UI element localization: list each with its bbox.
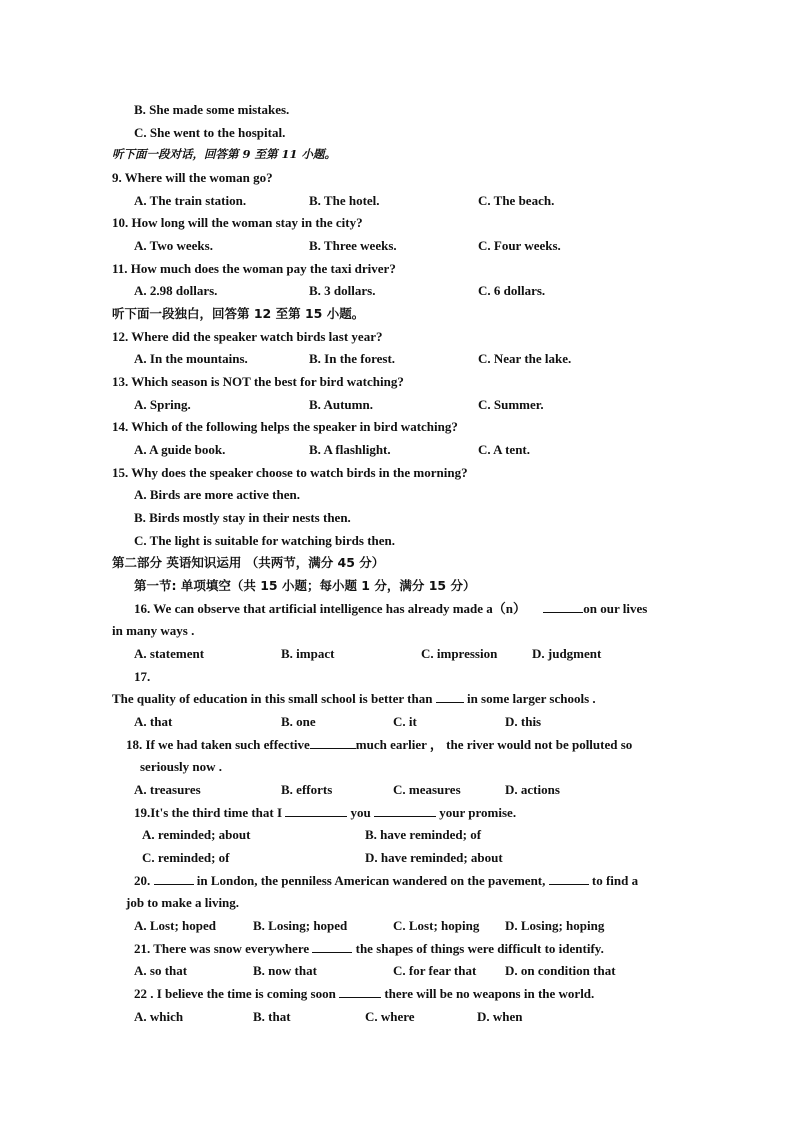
q18-option-a: A. treasures bbox=[134, 782, 201, 797]
q17-answer-blank[interactable] bbox=[436, 690, 464, 703]
q22-option-a: A. which bbox=[134, 1009, 184, 1024]
part2-title: 第二部分 英语知识运用 （共两节，满分 45 分） bbox=[112, 555, 385, 570]
q14-stem: 14. Which of the following helps the speaker in bird watching? bbox=[112, 419, 458, 434]
q18-stem-post: much earlier ， the river would not be polluted so bbox=[355, 737, 633, 752]
q16-option-a: A. statement bbox=[134, 646, 205, 661]
q17-option-a: A. that bbox=[134, 714, 173, 729]
q15-option-c: C. The light is suitable for watching birds then. bbox=[134, 533, 396, 548]
q15-option-a: A. Birds are more active then. bbox=[134, 487, 300, 502]
q16-option-c: C. impression bbox=[421, 646, 498, 661]
q18-option-b: B. efforts bbox=[281, 782, 333, 797]
q15-stem: 15. Why does the speaker choose to watch birds in the morning? bbox=[112, 465, 468, 480]
q22-option-d: D. when bbox=[477, 1009, 523, 1024]
q17-stem bbox=[112, 690, 596, 707]
q22-option-c: C. where bbox=[365, 1009, 415, 1024]
q13-option-c: C. Summer. bbox=[478, 397, 544, 412]
q16-stem-line2: in many ways . bbox=[112, 623, 195, 638]
q20-option-c: C. Lost; hoping bbox=[393, 918, 480, 933]
q18-answer-blank[interactable] bbox=[310, 736, 356, 749]
q18-option-d: D. actions bbox=[505, 782, 560, 797]
q16-answer-blank[interactable] bbox=[543, 600, 583, 613]
q14-option-c: C. A tent. bbox=[478, 442, 530, 457]
q16-option-d: D. judgment bbox=[532, 646, 602, 661]
q19-option-a: A. reminded; about bbox=[142, 827, 251, 842]
q19-option-d: D. have reminded; about bbox=[365, 850, 503, 865]
q18-stem-line2: seriously now . bbox=[140, 759, 222, 774]
q18-stem bbox=[126, 736, 632, 753]
part2-section1-title: 第一节: 单项填空（共 15 小题；每小题 1 分，满分 15 分） bbox=[134, 578, 476, 593]
q12-stem: 12. Where did the speaker watch birds last year? bbox=[112, 329, 383, 344]
q20-stem-part2: in London, the penniless American wandered on the pavement, bbox=[196, 873, 546, 888]
q14-option-b: B. A flashlight. bbox=[309, 442, 391, 457]
q19-answer-blank-1[interactable] bbox=[285, 804, 347, 817]
q10-stem: 10. How long will the woman stay in the city? bbox=[112, 215, 363, 230]
section-hint-12-15: 听下面一段独白，回答第 12 至第 15 小题。 bbox=[112, 306, 365, 321]
q9-option-a: A. The train station. bbox=[134, 193, 247, 208]
q19-option-b: B. have reminded; of bbox=[365, 827, 482, 842]
q17-option-b: B. one bbox=[281, 714, 316, 729]
q13-option-a: A. Spring. bbox=[134, 397, 191, 412]
q11-option-b: B. 3 dollars. bbox=[309, 283, 376, 298]
q16-stem bbox=[134, 600, 647, 617]
q20-option-b: B. Losing; hoped bbox=[253, 918, 348, 933]
q12-option-a: A. In the mountains. bbox=[134, 351, 248, 366]
q22-stem bbox=[134, 985, 594, 1002]
q18-option-c: C. measures bbox=[393, 782, 461, 797]
q19-answer-blank-2[interactable] bbox=[374, 804, 436, 817]
q21-option-c: C. for fear that bbox=[393, 963, 477, 978]
q20-option-a: A. Lost; hoped bbox=[134, 918, 216, 933]
q20-stem-part3: to find a bbox=[591, 873, 639, 888]
q9-option-b: B. The hotel. bbox=[309, 193, 380, 208]
q22-stem-post: there will be no weapons in the world. bbox=[384, 986, 595, 1001]
q19-option-c: C. reminded; of bbox=[142, 850, 230, 865]
q8-option-b: B. She made some mistakes. bbox=[134, 102, 290, 117]
q22-stem-pre: 22 . I believe the time is coming soon bbox=[134, 986, 336, 1001]
q18-stem-pre: 18. If we had taken such effective bbox=[126, 737, 310, 752]
q10-option-b: B. Three weeks. bbox=[309, 238, 397, 253]
q15-option-b: B. Birds mostly stay in their nests then. bbox=[134, 510, 351, 525]
q21-option-a: A. so that bbox=[134, 963, 188, 978]
q19-stem-part3: your promise. bbox=[439, 805, 517, 820]
q13-option-b: B. Autumn. bbox=[309, 397, 373, 412]
q20-answer-blank-1[interactable] bbox=[154, 872, 194, 885]
q21-option-d: D. on condition that bbox=[505, 963, 616, 978]
q22-answer-blank[interactable] bbox=[339, 985, 381, 998]
q21-stem bbox=[134, 940, 604, 957]
q16-option-b: B. impact bbox=[281, 646, 335, 661]
q11-option-a: A. 2.98 dollars. bbox=[134, 283, 218, 298]
q20-stem-line2: job to make a living. bbox=[126, 895, 240, 910]
q20-answer-blank-2[interactable] bbox=[549, 872, 589, 885]
q8-option-c: C. She went to the hospital. bbox=[134, 125, 286, 140]
q17-option-d: D. this bbox=[505, 714, 542, 729]
q9-stem: 9. Where will the woman go? bbox=[112, 170, 273, 185]
q9-option-c: C. The beach. bbox=[478, 193, 555, 208]
q22-option-b: B. that bbox=[253, 1009, 291, 1024]
q10-option-a: A. Two weeks. bbox=[134, 238, 213, 253]
q16-stem-post: on our lives bbox=[583, 601, 648, 616]
q17-stem-pre: The quality of education in this small school is better than bbox=[112, 691, 433, 706]
q17-stem-post: in some larger schools . bbox=[466, 691, 596, 706]
section-hint-9-11: 听下面一段对话，回答第 9 至第 11 小题。 bbox=[112, 147, 337, 161]
q20-option-d: D. Losing; hoping bbox=[505, 918, 605, 933]
q21-option-b: B. now that bbox=[253, 963, 317, 978]
q13-stem: 13. Which season is NOT the best for bird watching? bbox=[112, 374, 404, 389]
q12-option-b: B. In the forest. bbox=[309, 351, 396, 366]
q20-stem-part1: 20. bbox=[134, 873, 151, 888]
q17-option-c: C. it bbox=[393, 714, 417, 729]
q11-option-c: C. 6 dollars. bbox=[478, 283, 546, 298]
q21-answer-blank[interactable] bbox=[312, 940, 352, 953]
q11-stem: 11. How much does the woman pay the taxi driver? bbox=[112, 261, 396, 276]
q21-stem-pre: 21. There was snow everywhere bbox=[134, 941, 310, 956]
q16-stem-pre: 16. We can observe that artificial intelligence has already made a（n） bbox=[134, 601, 527, 616]
q19-stem-part1: 19.It's the third time that I bbox=[134, 805, 283, 820]
q21-stem-post: the shapes of things were difficult to identify. bbox=[355, 941, 604, 956]
q20-stem bbox=[134, 872, 638, 889]
q10-option-c: C. Four weeks. bbox=[478, 238, 561, 253]
q17-number: 17. bbox=[134, 669, 151, 684]
q19-stem bbox=[134, 804, 516, 821]
q14-option-a: A. A guide book. bbox=[134, 442, 226, 457]
q12-option-c: C. Near the lake. bbox=[478, 351, 572, 366]
q19-stem-part2: you bbox=[350, 805, 371, 820]
